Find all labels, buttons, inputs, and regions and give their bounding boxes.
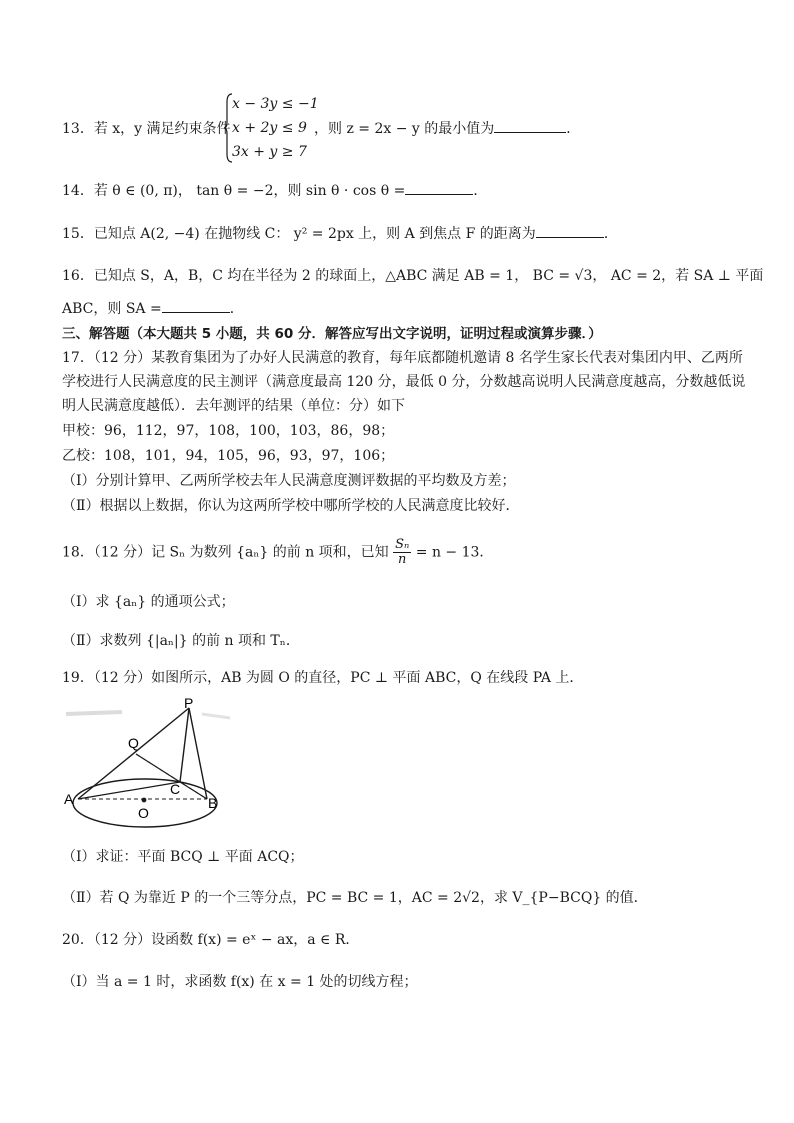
section-3-title: 三、解答题（本大题共 5 小题，共 60 分．解答应写出文字说明，证明过程或演算步骤．）	[62, 326, 602, 342]
q18-part1: （Ⅰ）求 {aₙ} 的通项公式；	[62, 594, 235, 610]
constraint-system	[232, 92, 319, 164]
q14-text: 14．若 θ ∈ (0, π)， tan θ = −2，则 sin θ · cos θ =	[62, 183, 406, 199]
q18-suffix: = n − 13．	[415, 544, 494, 561]
cone-circle-diagram	[62, 696, 232, 836]
answer-blank	[536, 223, 604, 238]
q17-part2: （Ⅱ）根据以上数据，你认为这两所学校中哪所学校的人民满意度比较好．	[62, 498, 520, 514]
q19-part2: （Ⅱ）若 Q 为靠近 P 的一个三等分点，PC = BC = 1，AC = 2√2，求 V_{P−BCQ} 的值．	[62, 890, 648, 906]
answer-blank	[494, 118, 566, 133]
q13-tail	[314, 118, 580, 138]
fraction-denominator: n	[398, 552, 407, 567]
label-O: O	[138, 805, 149, 821]
q15-text: 15．已知点 A(2, −4) 在抛物线 C： y² = 2px 上，则 A 到焦点 F 的距离为	[62, 226, 536, 242]
label-A: A	[64, 791, 74, 807]
q17-line1: 17．（12 分）某教育集团为了办好人民满意的教育，每年底都随机邀请 8 名学生家长代表对集团内甲、乙两所	[62, 350, 743, 366]
question-15	[62, 223, 618, 244]
question-16-line2	[62, 298, 244, 319]
q16-line2-text: ABC，则 SA =	[62, 301, 162, 317]
question-18	[62, 538, 493, 567]
q14-end: ．	[473, 183, 488, 199]
q17-part1: （Ⅰ）分别计算甲、乙两所学校去年人民满意度测评数据的平均数及方差；	[62, 473, 516, 489]
sn-over-n-fraction	[393, 538, 411, 567]
question-19: 19．（12 分）如图所示，AB 为圆 O 的直径，PC ⊥ 平面 ABC，Q 在线段 PA 上．	[62, 670, 584, 686]
q19-part1: （Ⅰ）求证：平面 BCQ ⊥ 平面 ACQ；	[62, 849, 304, 865]
question-14	[62, 180, 487, 201]
label-C: C	[170, 781, 181, 797]
q17-line2: 学校进行人民满意度的民主测评（满意度最高 120 分，最低 0 分，分数越高说明人民满意度越高，分数越低说	[62, 374, 746, 390]
q18-part2: （Ⅱ）求数列 {|aₙ|} 的前 n 项和 Tₙ．	[62, 633, 300, 649]
q13-end: ．	[566, 121, 581, 137]
q17-yi-scores: 乙校：108，101，94，105，96，93，97，106；	[62, 448, 395, 464]
geometry-figure	[62, 696, 232, 840]
label-Q: Q	[128, 735, 139, 751]
question-16-line1: 16．已知点 S，A，B，C 均在半径为 2 的球面上，△ABC 满足 AB = 1， BC = √3， AC = 2，若 SA ⊥ 平面	[62, 268, 764, 284]
scan-noise	[66, 712, 122, 714]
question-20: 20．（12 分）设函数 f(x) = eˣ − ax，a ∈ R．	[62, 932, 360, 948]
center-point-O	[142, 798, 147, 803]
scan-noise	[202, 714, 230, 718]
inequality-1: x − 3y ≤ −1	[232, 96, 319, 112]
inequality-3: 3x + y ≥ 7	[232, 144, 307, 160]
q18-prefix: 18．（12 分）记 Sₙ 为数列 {aₙ} 的前 n 项和，已知	[62, 544, 389, 561]
q16-end: ．	[229, 301, 244, 317]
segment-AC	[78, 782, 180, 799]
answer-blank	[405, 180, 473, 195]
q17-jia-scores: 甲校：96，112，97，108，100，103，86，98；	[62, 423, 395, 439]
label-B: B	[208, 795, 218, 811]
q15-end: ．	[603, 226, 618, 242]
q13-prefix: 13．若 x，y 满足约束条件	[62, 121, 231, 137]
segment-PC	[180, 708, 189, 782]
label-P: P	[184, 696, 194, 711]
inequality-2: x + 2y ≤ 9	[232, 120, 307, 136]
q17-line3: 明人民满意度越低）．去年测评的结果（单位：分）如下	[62, 398, 405, 414]
answer-blank	[162, 298, 230, 313]
q13-suffix: ，则 z = 2x − y 的最小值为	[314, 121, 495, 137]
q20-part1: （Ⅰ）当 a = 1 时，求函数 f(x) 在 x = 1 处的切线方程；	[62, 974, 418, 990]
fraction-numerator: Sₙ	[395, 537, 410, 552]
